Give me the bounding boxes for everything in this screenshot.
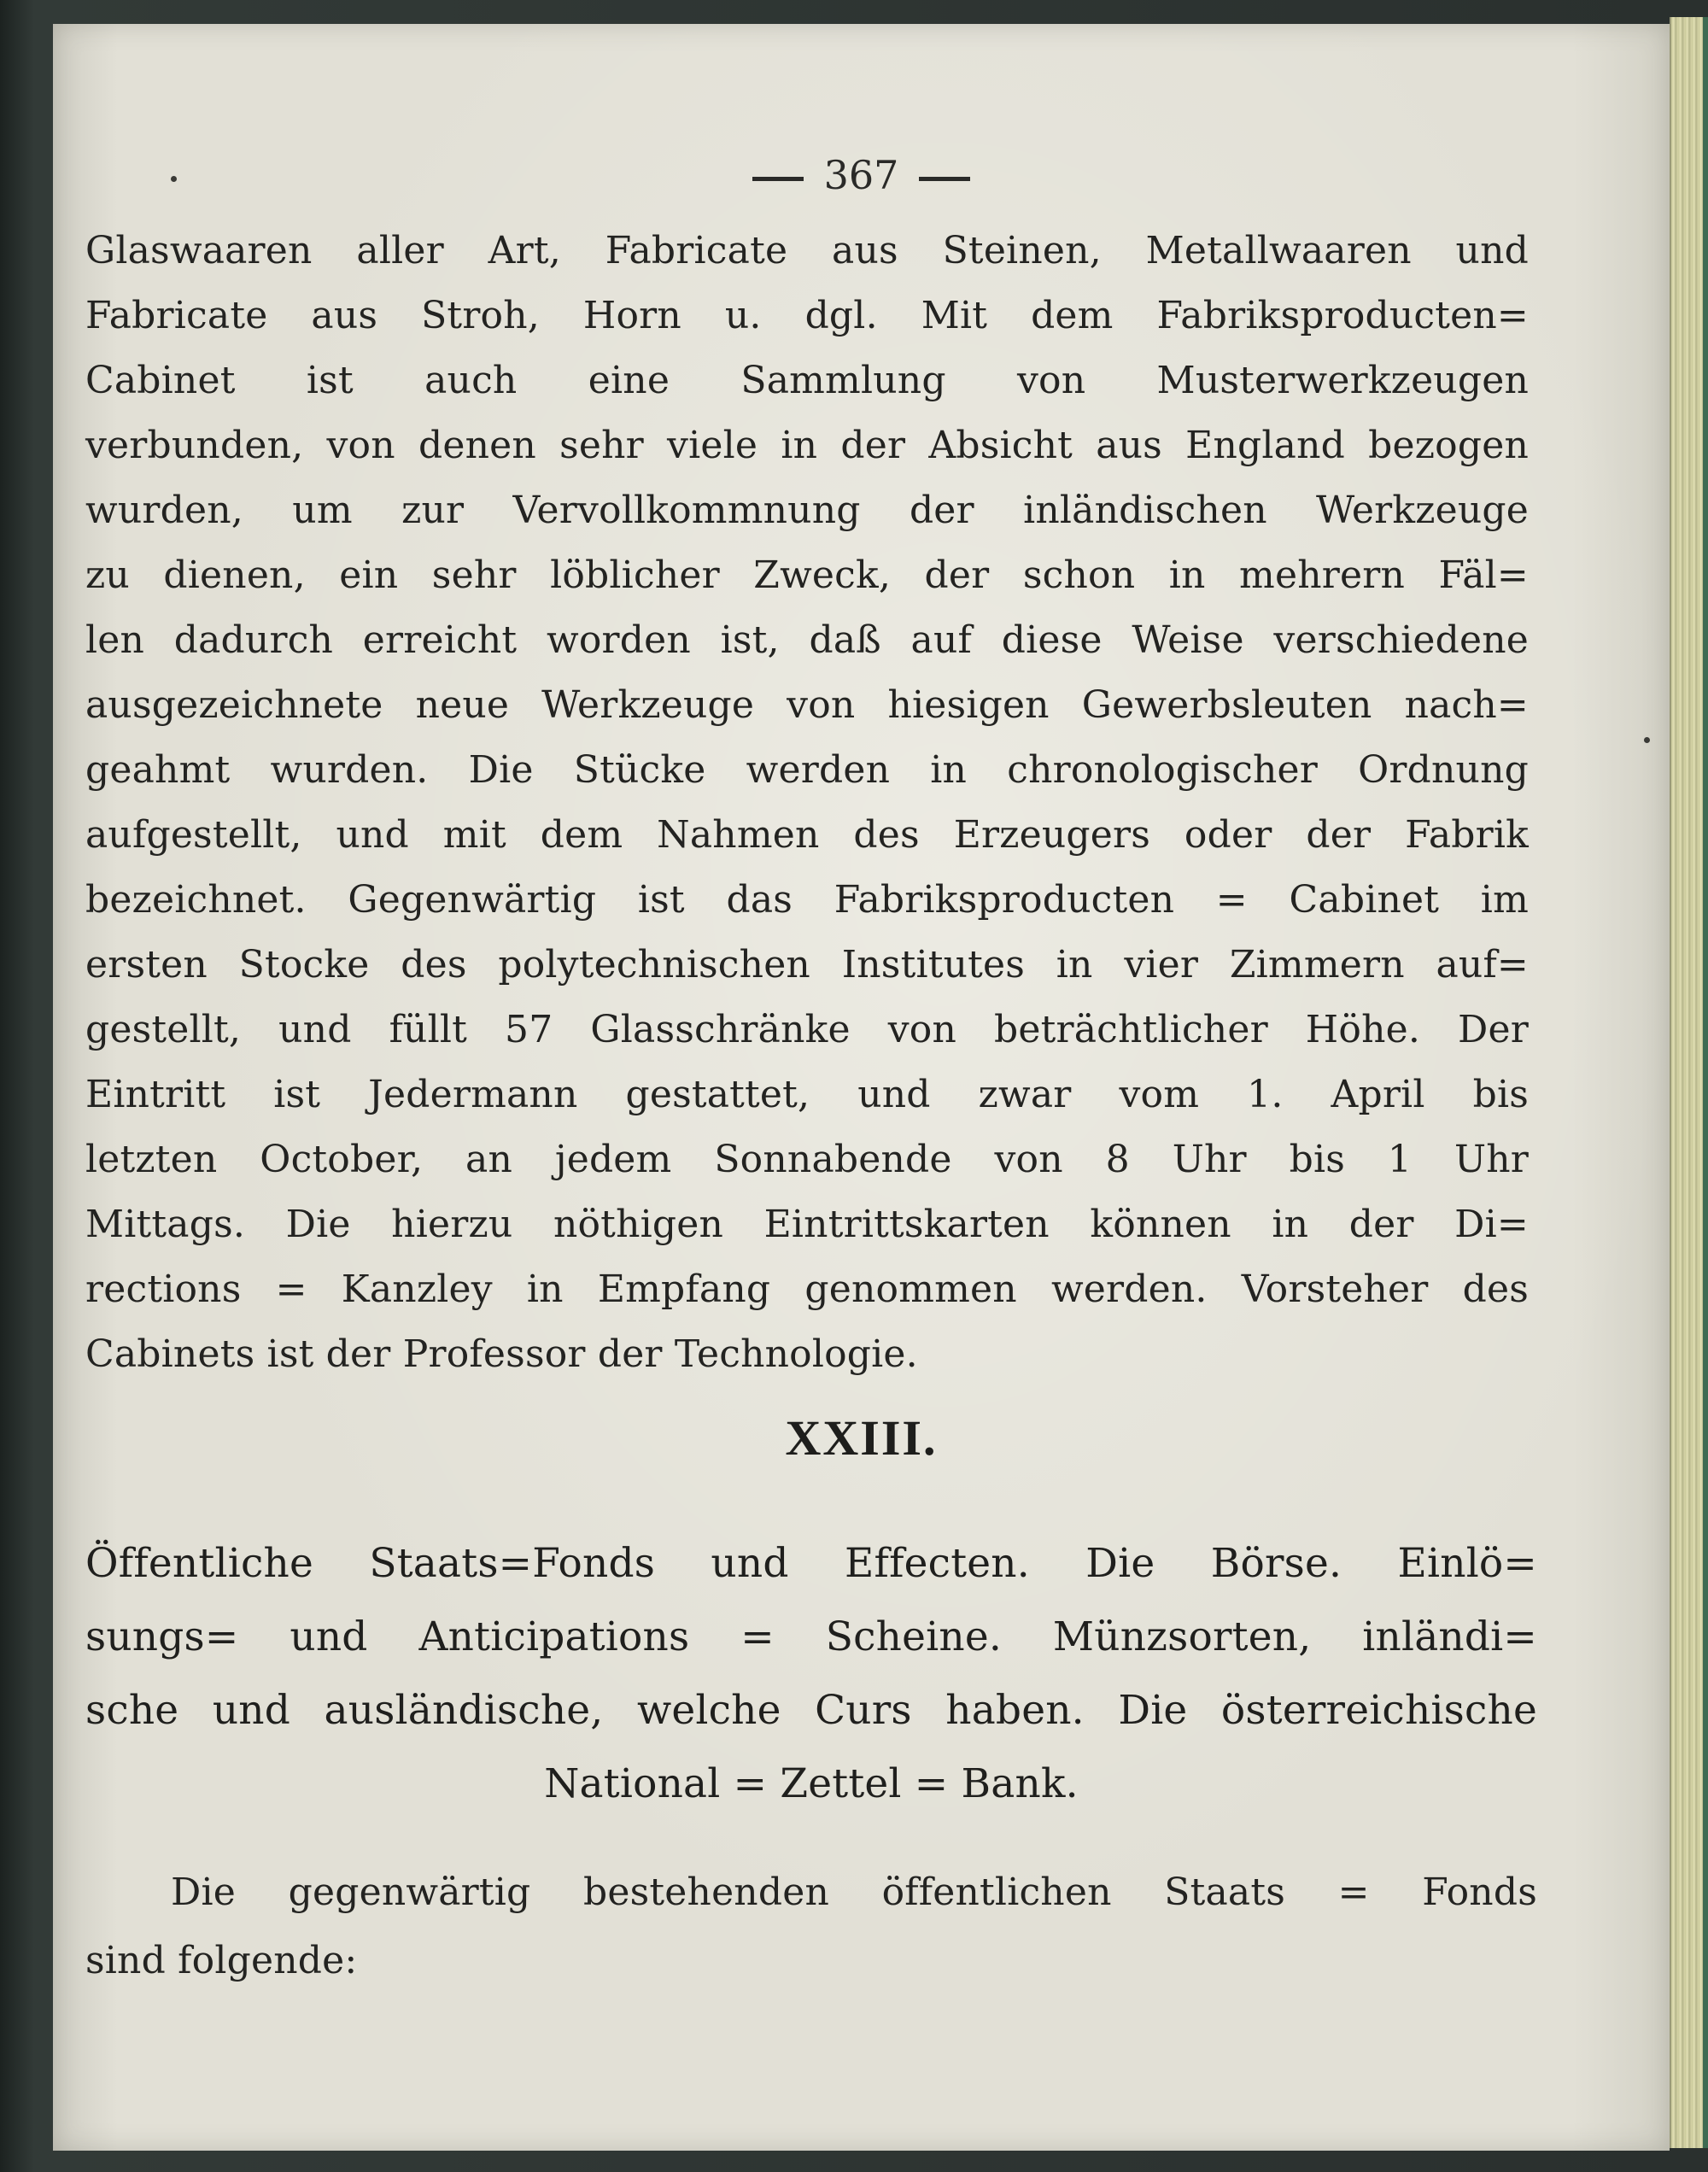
heading-line: sungs= und Anticipations = Scheine. Münzsorten, inländi= — [85, 1613, 1537, 1660]
page-header — [53, 152, 1670, 198]
text-line: wurden, um zur Vervollkommnung der inländischen Werkzeuge — [85, 489, 1529, 532]
stray-mark — [1644, 737, 1650, 743]
text-line: Cabinets ist der Professor der Technologie. — [85, 1332, 918, 1376]
text-line: ausgezeichnete neue Werkzeuge von hiesigen Gewerbsleuten nach= — [85, 683, 1529, 727]
text-line: rections = Kanzley in Empfang genommen werden. Vorsteher des — [85, 1267, 1529, 1311]
text-line: ersten Stocke des polytechnischen Institutes in vier Zimmern auf= — [85, 943, 1529, 986]
book-cover-edge — [1703, 17, 1708, 2148]
text-line: bezeichnet. Gegenwärtig ist das Fabriksproducten = Cabinet im — [85, 878, 1529, 922]
text-line: Fabricate aus Stroh, Horn u. dgl. Mit dem Fabriksproducten= — [85, 294, 1529, 337]
text-line: gestellt, und füllt 57 Glasschränke von beträchtlicher Höhe. Der — [85, 1008, 1529, 1051]
header-dash-left — [752, 177, 804, 181]
text-line: verbunden, von denen sehr viele in der Absicht aus England bezogen — [85, 424, 1529, 467]
text-line: letzten October, an jedem Sonnabende von 8 Uhr bis 1 Uhr — [85, 1138, 1529, 1181]
page-block-edges — [1670, 17, 1708, 2148]
text-line: Cabinet ist auch eine Sammlung von Musterwerkzeugen — [85, 359, 1529, 402]
body-paragraph — [85, 219, 1529, 1387]
book-page — [53, 24, 1670, 2151]
heading-line: National = Zettel = Bank. — [544, 1760, 1079, 1807]
page-number: 367 — [823, 152, 899, 198]
text-line: zu dienen, ein sehr löblicher Zweck, der schon in mehrern Fäl= — [85, 553, 1529, 597]
text-line: Mittags. Die hierzu nöthigen Eintrittskarten können in der Di= — [85, 1203, 1529, 1246]
text-line: sind folgende: — [85, 1939, 358, 1982]
text-line: aufgestellt, und mit dem Nahmen des Erzeugers oder der Fabrik — [85, 813, 1529, 857]
section-numeral: XXIII. — [785, 1410, 938, 1466]
header-dash-right — [919, 177, 970, 181]
text-line: Eintritt ist Jedermann gestattet, und zwar vom 1. April bis — [85, 1073, 1529, 1116]
heading-line: Öffentliche Staats=Fonds und Effecten. Die Börse. Einlö= — [85, 1540, 1537, 1587]
text-line: geahmt wurden. Die Stücke werden in chronologischer Ordnung — [85, 748, 1529, 792]
section-heading — [85, 1527, 1537, 1821]
text-line: Glaswaaren aller Art, Fabricate aus Steinen, Metallwaaren und — [85, 229, 1529, 272]
text-line: len dadurch erreicht worden ist, daß auf diese Weise verschiedene — [85, 618, 1529, 662]
stray-mark — [171, 176, 177, 182]
text-line: Die gegenwärtig bestehenden öffentlichen Staats = Fonds — [171, 1870, 1537, 1914]
section-intro-paragraph — [85, 1859, 1537, 1995]
heading-line: sche und ausländische, welche Curs haben. Die österreichische — [85, 1687, 1537, 1734]
